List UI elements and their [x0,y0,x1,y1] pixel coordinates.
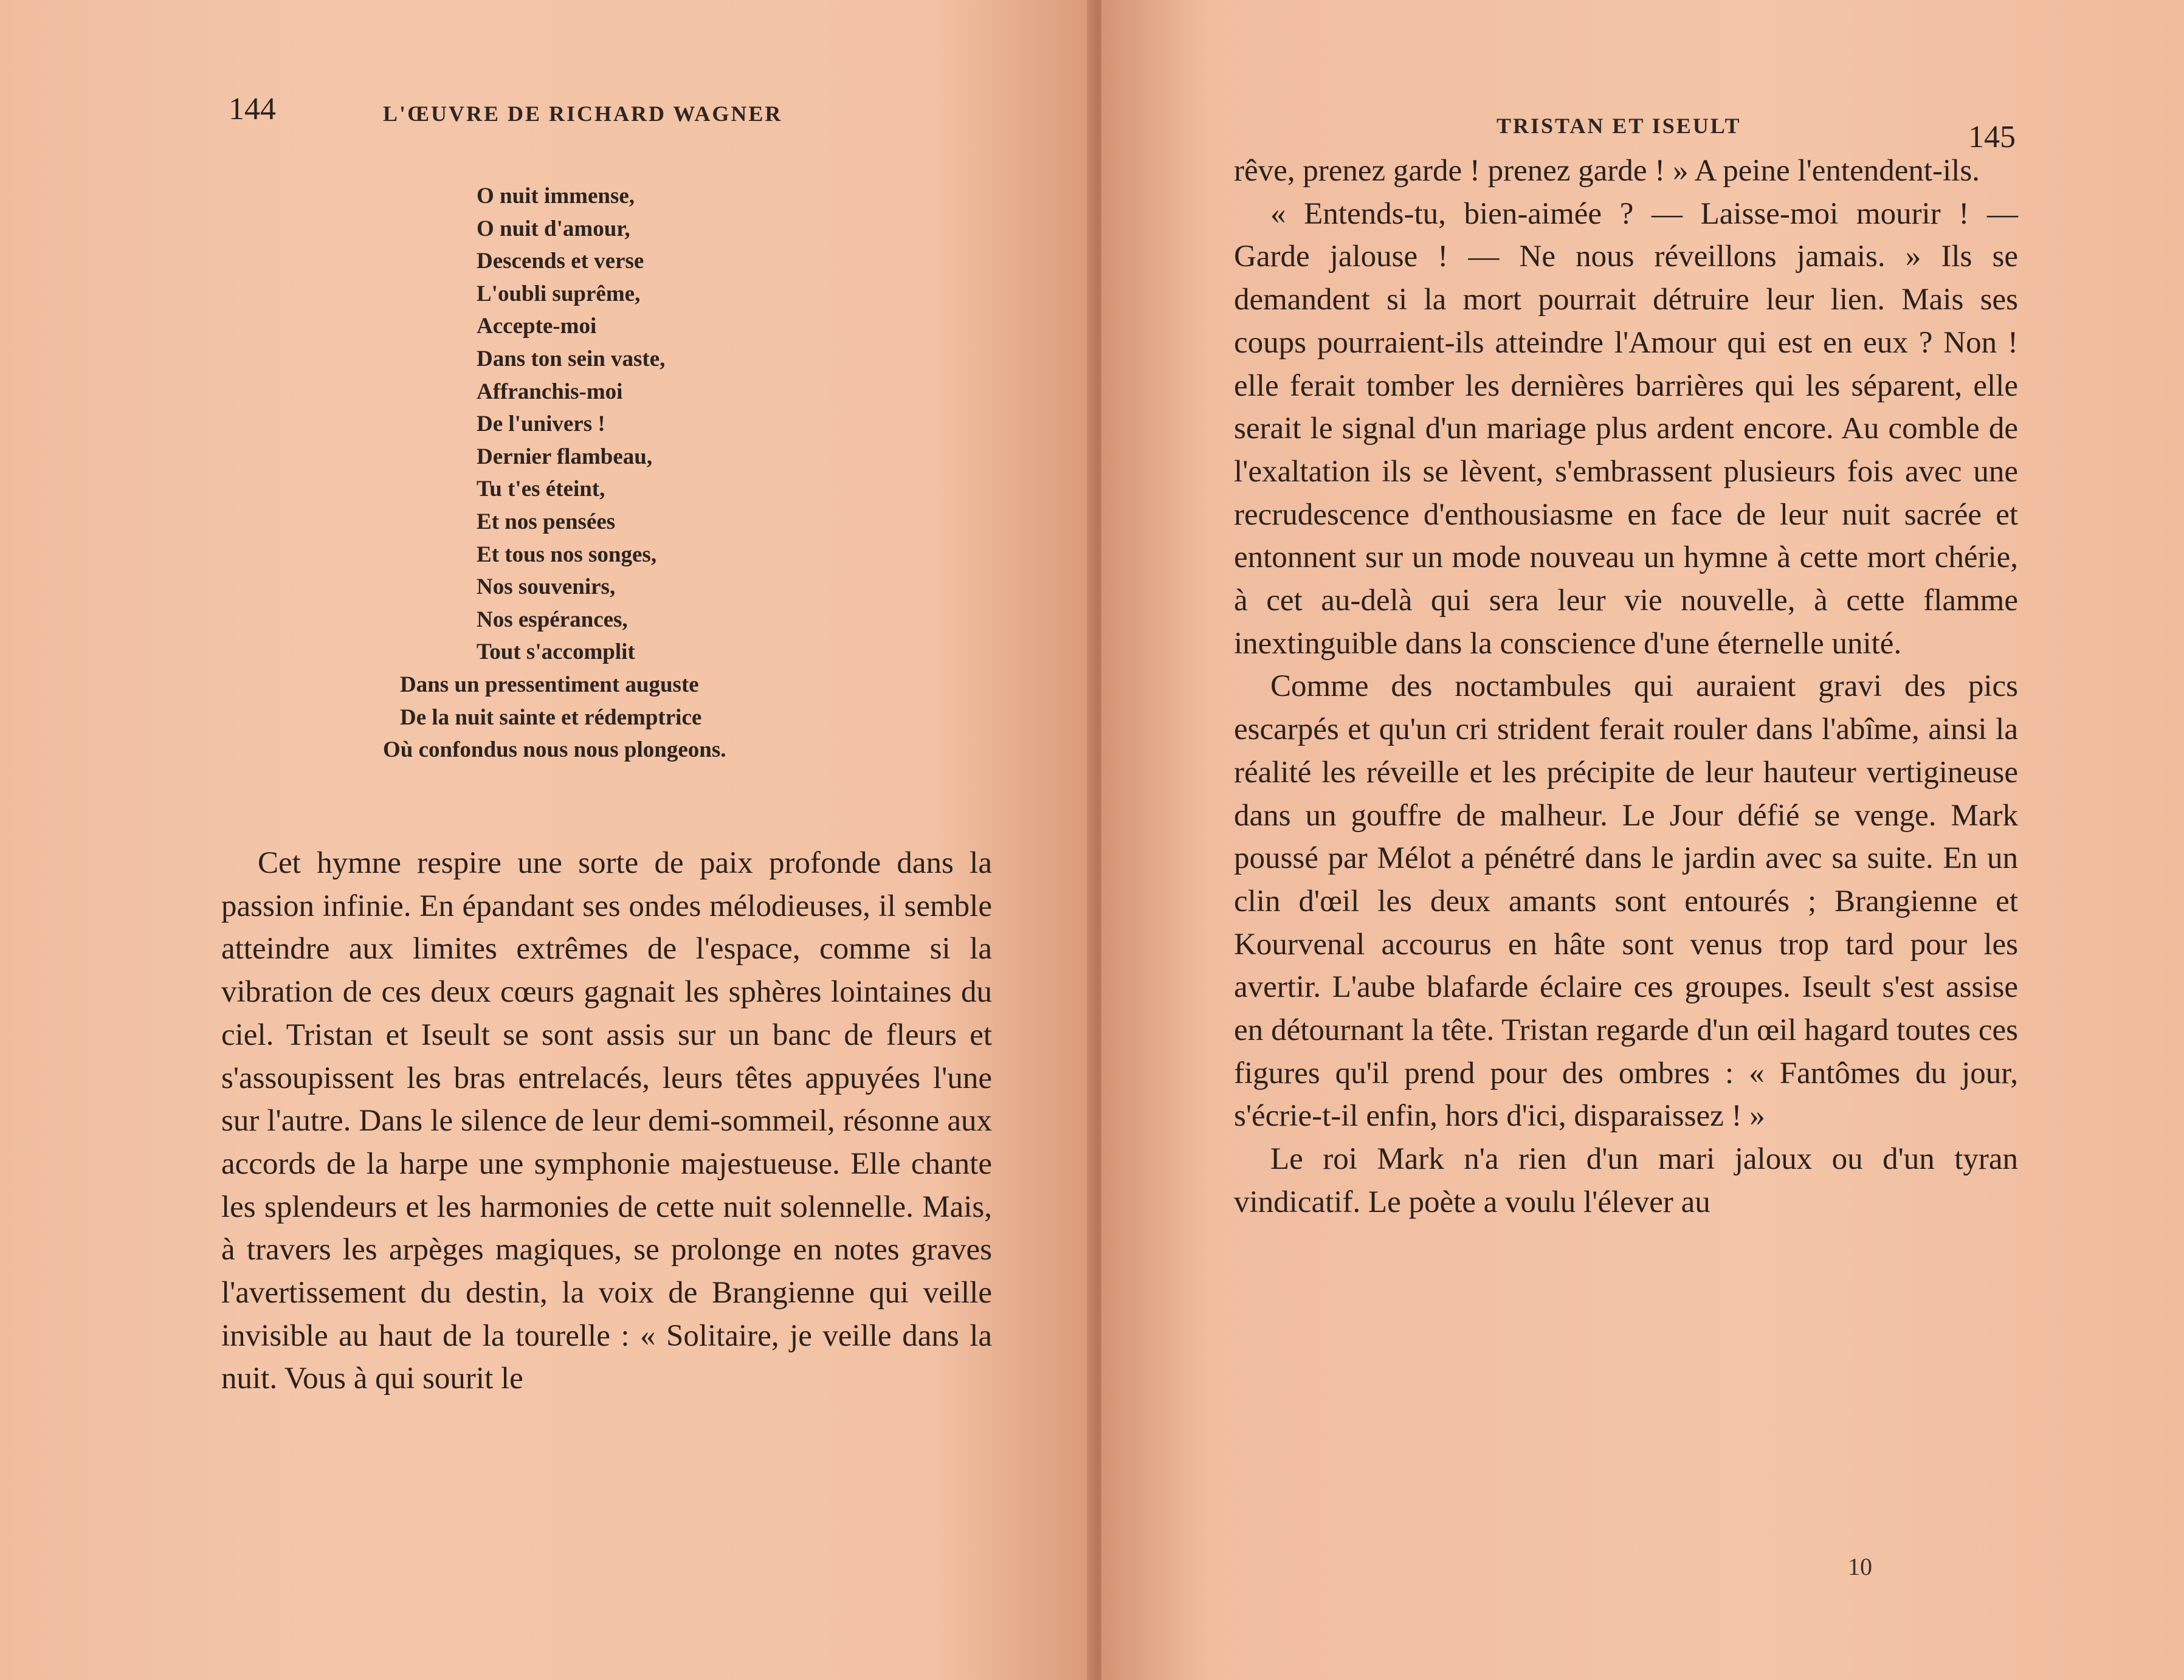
poem-line: De la nuit sainte et rédemptrice [400,704,702,730]
poem-line: Affranchis-moi [477,379,623,404]
poem-line: Dans ton sein vaste, [477,346,666,371]
poem-line: Descends et verse [477,249,644,274]
poem [383,180,845,766]
poem-line: Tout s'accomplit [477,639,635,665]
poem-line: Et tous nos songes, [477,542,657,567]
paragraph: Le roi Mark n'a rien d'un mari jaloux ou d'un tyran vindicatif. Le poète a voulu l'élever au [1234,1142,2018,1219]
poem-line: Dernier flambeau, [477,444,653,469]
running-head-left: L'ŒUVRE DE RICHARD WAGNER [383,102,783,126]
poem-line: Nos espérances, [477,607,628,632]
page-number-left: 144 [229,92,276,126]
poem-line: De l'univers ! [477,411,605,437]
signature-mark: 10 [1848,1553,1872,1580]
poem-line: Et nos pensées [477,509,616,534]
poem-line: O nuit d'amour, [477,216,630,241]
left-prose-paragraph [221,842,992,1400]
page-number-right: 145 [1968,120,2016,154]
running-head-right: TRISTAN ET ISEULT [1497,114,1741,138]
poem-line: Dans un pressentiment auguste [400,672,699,697]
poem-line: Tu t'es éteint, [477,477,605,502]
right-prose [1234,150,2018,1224]
poem-line: L'oubli suprême, [477,281,641,306]
poem-line: Où confondus nous nous plongeons. [383,737,726,763]
poem-line: Accepte-moi [477,314,597,339]
poem-line: Nos souvenirs, [477,574,616,600]
paragraph: Comme des noctambules qui auraient gravi des pics escarpés et qu'un cri strident ferait rouler dans l'abîme, ainsi la réalité les réveille et les précipite de leur hauteur vertigineuse dans un gouffre de malheur. Le Jour défié se venge. Mark poussé par Mélot a pénétré dans le jardin avec sa suite. En un clin d'œil les deux amants sont entourés ; Brangienne et Kourvenal accourus en hâte sont venus trop tard pour les avertir. L'aube blafarde éclaire ces groupes. Iseult s'est assise en détournant la tête. Tristan regarde d'un œil hagard toutes ces figures qu'il prend pour des ombres : « Fantômes du jour, s'écrie-t-il enfin, hors d'ici, disparaissez ! » [1234,669,2018,1134]
paragraph: Cet hymne respire une sorte de paix profonde dans la passion infinie. En épandant ses ondes mélodieuses, il semble atteindre aux limites extrêmes de l'espace, comme si la vibration de ces deux cœurs gagnait les sphères lointaines du ciel. Tristan et Iseult se sont assis sur un banc de fleurs et s'assoupissent les bras entrelacés, leurs têtes appuyées l'une sur l'autre. Dans le silence de leur demi-sommeil, résonne aux accords de la harpe une symphonie majestueuse. Elle chante les splendeurs et les harmonies de cette nuit solennelle. Mais, à travers les arpèges magiques, se prolonge en notes graves l'avertissement du destin, la voix de Brangienne qui veille invisible au haut de la tourelle : « Solitaire, je veille dans la nuit. Vous à qui sourit le [221,846,992,1396]
paragraph-continuation: rêve, prenez garde ! prenez garde ! » A peine l'entendent-ils. [1234,154,1980,188]
poem-line: O nuit immense, [477,184,635,208]
paragraph: « Entends-tu, bien-aimée ? — Laisse-moi mourir ! — Garde jalouse ! — Ne nous réveillons jamais. » Ils se demandent si la mort pourrait détruire leur lien. Mais ses coups pourraient-ils atteindre l'Amour qui est en eux ? Non ! elle ferait tomber les dernières barrières qui les séparent, elle serait le signal d'un mariage plus ardent encore. Au comble de l'exaltation ils se lèvent, s'embrassent plusieurs fois avec une recrudescence d'enthousiasme en face de leur nuit sacrée et entonnent sur un mode nouveau un hymne à cette mort chérie, à cet au-delà qui sera leur vie nouvelle, à cette flamme inextinguible dans la conscience d'une éternelle unité. [1234,196,2018,661]
